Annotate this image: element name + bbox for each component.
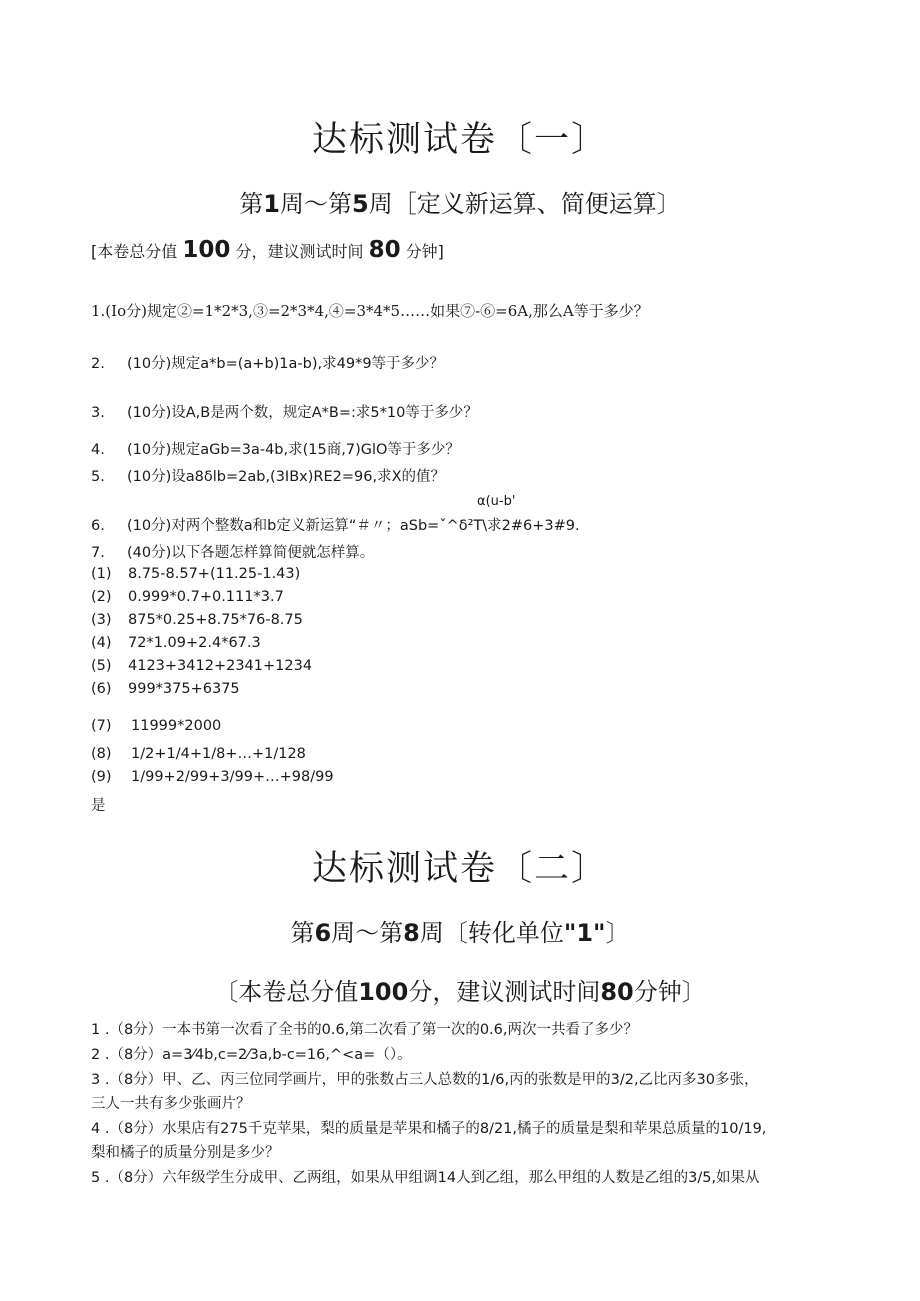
list-item xyxy=(91,589,284,605)
test1-q7-text: (40分)以下各题怎样算简便就怎样算。 xyxy=(127,545,375,561)
item-expression: 875*0.25+8.75*76-8.75 xyxy=(128,612,303,628)
test2-title: 达标测试卷〔二〕 xyxy=(311,849,608,889)
list-item xyxy=(91,746,306,762)
test2-note-b: 分，建议测试时间 xyxy=(408,978,601,1006)
item-expression: 1/99+2/99+3/99+…+98/99 xyxy=(131,769,334,785)
test2-note-a: 〔本卷总分值 xyxy=(214,978,359,1006)
test2-subtitle-b: 周〜第 xyxy=(331,919,404,947)
test1-q6-num: 6. xyxy=(91,518,105,534)
list-item xyxy=(91,566,300,582)
item-expression: 72*1.09+2.4*67.3 xyxy=(128,635,261,651)
test1-q3 xyxy=(91,401,478,422)
test1-note-c: 分钟] xyxy=(405,242,444,261)
test2-subtitle-a: 第 xyxy=(290,919,315,947)
test1-trailing-text: 是 xyxy=(91,798,106,814)
test2-q3-line1: 3 .（8分）甲、乙、丙三位同学画片，甲的张数占三人总数的1/6,丙的张数是甲的3/2,乙比丙多30多张， xyxy=(91,1072,759,1088)
test2-note-c: 分钟〕 xyxy=(633,978,706,1006)
test1-q6 xyxy=(91,514,580,535)
test1-subtitle-c: 周［定义新运算、简便运算〕 xyxy=(368,190,681,218)
test1-subtitle-week-end: 5 xyxy=(352,190,369,218)
list-item xyxy=(91,612,303,628)
test2-q4-line2: 梨和橘子的质量分别是多少？ xyxy=(91,1145,280,1161)
item-index: (1) xyxy=(91,566,112,582)
test1-note xyxy=(91,237,444,263)
item-index: (6) xyxy=(91,681,112,697)
test1-q2-num: 2. xyxy=(91,356,105,372)
test2-note-time: 80 xyxy=(600,978,634,1006)
list-item xyxy=(91,681,240,697)
test2-subtitle-c: 周〔转化单位 xyxy=(419,919,564,947)
test1-subtitle-week-start: 1 xyxy=(263,190,280,218)
test1-q4-text: (10分)规定aGb=3a-4b,求(15商,7)GlO等于多少？ xyxy=(127,442,460,458)
test2-note-score: 100 xyxy=(358,978,409,1006)
test1-q3-text: (10分)设A,B是两个数，规定A*B=:求5*10等于多少？ xyxy=(127,405,478,421)
item-index: (4) xyxy=(91,635,112,651)
test1-q6-text: (10分)对两个整数a和b定义新运算“＃〃；aSb=ˇ^δ²T\求2#6+3#9. xyxy=(127,518,580,534)
test2-subtitle xyxy=(0,913,920,948)
test1-note-a: [本卷总分值 xyxy=(91,242,178,261)
test1-q2-text: (10分)规定a*b=(a+b)1a-b),求49*9等于多少？ xyxy=(127,356,445,372)
test2-q4-line1: 4 .（8分）水果店有275千克苹果，梨的质量是苹果和橘子的8/21,橘子的质量是梨和苹果总质量的10/19, xyxy=(91,1121,767,1137)
test2-q3-line2: 三人一共有多少张画片？ xyxy=(91,1096,251,1112)
list-item xyxy=(91,769,334,785)
list-item xyxy=(91,718,221,734)
item-expression: 4123+3412+2341+1234 xyxy=(128,658,313,674)
test1-q5 xyxy=(91,465,445,486)
test1-note-score: 100 xyxy=(182,237,231,263)
item-expression: 999*375+6375 xyxy=(128,681,240,697)
test2-subtitle-unit: "1" xyxy=(563,919,606,947)
test1-subtitle xyxy=(0,184,920,219)
item-index: (3) xyxy=(91,612,112,628)
test1-subtitle-a: 第 xyxy=(239,190,264,218)
item-index: (8) xyxy=(91,746,112,762)
test1-q5-text: (10分)设a8δlb=2ab,(3IBx)RE2=96,求X的值？ xyxy=(127,469,446,485)
item-expression: 11999*2000 xyxy=(131,718,222,734)
item-index: (7) xyxy=(91,718,112,734)
list-item xyxy=(91,635,261,651)
test1-note-b: 分，建议测试时间 xyxy=(235,242,364,261)
test1-q4-num: 4. xyxy=(91,442,105,458)
test2-q1: 1 .（8分）一本书第一次看了全书的0.6,第二次看了第一次的0.6,两次一共看了多少？ xyxy=(91,1022,639,1038)
test1-q3-num: 3. xyxy=(91,405,105,421)
test1-q7 xyxy=(91,541,374,562)
test1-note-time: 80 xyxy=(368,237,401,263)
item-expression: 1/2+1/4+1/8+…+1/128 xyxy=(131,746,306,762)
test1-q6-fraction: α(u-b' xyxy=(477,494,516,509)
test1-q1: 1.(Io分)规定②=1*2*3,③=2*3*4,④=3*4*5……如果⑦-⑥=6A,那么A等于多少？ xyxy=(91,302,649,320)
test2-subtitle-e: 〕 xyxy=(605,919,630,947)
item-index: (9) xyxy=(91,769,112,785)
item-expression: 0.999*0.7+0.111*3.7 xyxy=(128,589,284,605)
test2-subtitle-week-start: 6 xyxy=(314,919,332,947)
list-item xyxy=(91,658,312,674)
test2-note xyxy=(0,972,920,1007)
item-index: (2) xyxy=(91,589,112,605)
test1-title: 达标测试卷〔一〕 xyxy=(311,120,608,160)
item-index: (5) xyxy=(91,658,112,674)
test1-q2 xyxy=(91,352,444,373)
test2-q2: 2 .（8分）a=3⁄4b,c=2⁄3a,b-c=16,^<a=（）。 xyxy=(91,1047,412,1063)
test2-q5: 5 .（8分）六年级学生分成甲、乙两组，如果从甲组调14人到乙组，那么甲组的人数是乙组的3/5,如果从 xyxy=(91,1170,760,1186)
test1-q5-num: 5. xyxy=(91,469,105,485)
test1-q7-num: 7. xyxy=(91,545,105,561)
test1-subtitle-b: 周〜第 xyxy=(280,190,352,218)
test2-subtitle-week-end: 8 xyxy=(403,919,420,947)
test1-q4 xyxy=(91,438,460,459)
item-expression: 8.75-8.57+(11.25-1.43) xyxy=(128,566,301,582)
